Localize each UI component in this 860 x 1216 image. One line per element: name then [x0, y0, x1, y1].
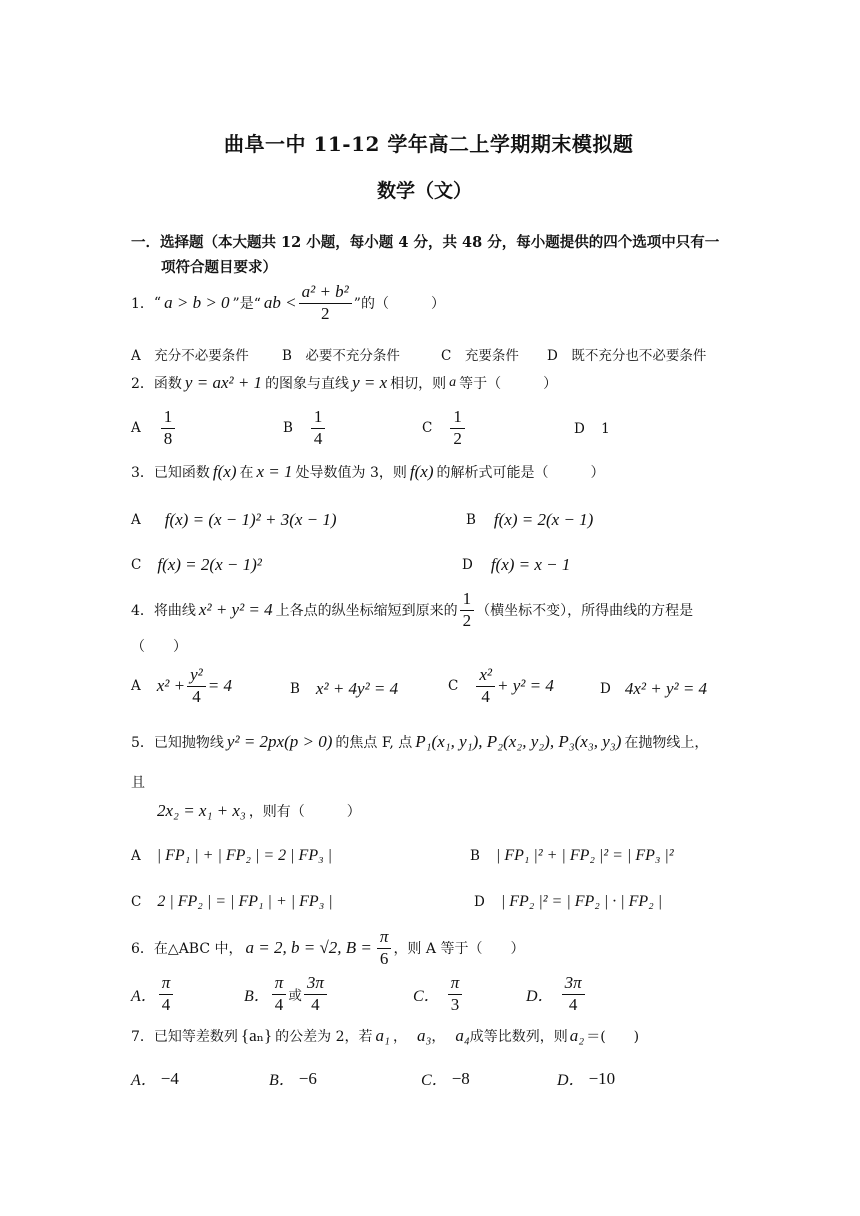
fraction — [299, 283, 352, 323]
fraction — [187, 666, 206, 706]
question-3 — [131, 462, 605, 482]
question-text: 的解析式可能是（ ） — [436, 465, 605, 481]
fraction — [460, 590, 475, 630]
math-expression: f(x) — [212, 462, 237, 481]
math-expression: y = ax² + 1 — [184, 373, 263, 392]
fraction-numerator: π — [272, 974, 287, 995]
question-text: 在△ABC 中， — [153, 941, 243, 958]
option-d — [462, 555, 570, 575]
question-text: 已知抛物线 — [153, 735, 224, 751]
math-expression: P₁(x₁, y₁), P₂(x₂, y₂), P₃(x₃, y₃) — [415, 732, 622, 751]
question-text: 成等比数列，则 — [469, 1029, 568, 1045]
option-expression: | FP₁ | + | FP₂ | = 2 | FP₃ | — [156, 847, 333, 864]
math-expression: x² + — [156, 676, 186, 696]
question-2 — [131, 373, 557, 393]
question-5-cont: 且 — [131, 775, 145, 791]
option-letter: D． — [557, 1072, 585, 1089]
option-letter: B — [290, 681, 300, 697]
option-letter: D — [574, 421, 585, 437]
fraction-denominator: 3 — [450, 994, 460, 1014]
option-b — [244, 974, 329, 1014]
option-letter: C — [131, 894, 142, 910]
math-expression: a₂ — [569, 1026, 585, 1045]
option-c — [131, 893, 333, 911]
option-a — [131, 1067, 179, 1090]
option-b — [283, 408, 327, 448]
question-4 — [131, 590, 693, 630]
option-value: −8 — [451, 1068, 470, 1088]
option-a — [131, 666, 232, 706]
option-letter: B — [470, 848, 480, 864]
fraction — [377, 928, 392, 968]
separator: ， — [392, 1029, 407, 1045]
option-expression: f(x) = 2(x − 1)² — [157, 555, 262, 574]
option-letter: D — [600, 681, 611, 697]
option-value: 1 — [601, 421, 610, 437]
fraction-denominator: 4 — [192, 686, 201, 706]
fraction — [272, 974, 287, 1014]
option-letter: D — [474, 894, 485, 910]
fraction-numerator: 1 — [460, 590, 475, 611]
option-letter: C — [131, 557, 142, 573]
question-text: 的图象与直线 — [265, 376, 350, 392]
fraction-numerator: 3π — [562, 974, 585, 995]
question-text: （横坐标不变），所得曲线的方程是 — [476, 603, 694, 620]
fraction-denominator: 2 — [453, 428, 462, 448]
fraction — [161, 408, 176, 448]
option-a — [131, 408, 177, 448]
option-d — [526, 974, 587, 1014]
option-c — [421, 1067, 470, 1090]
question-number: 2． — [131, 376, 154, 392]
question-number: 6． — [131, 941, 154, 958]
fraction — [159, 974, 174, 1014]
option-letter: A． — [131, 987, 157, 1005]
fraction — [450, 408, 465, 448]
option-c: C 充要条件 — [441, 348, 519, 364]
question-number: 3． — [131, 465, 154, 481]
option-letter: A — [131, 848, 141, 864]
math-expression: y² = 2px(p > 0) — [226, 732, 333, 751]
question-text: 将曲线 — [153, 603, 196, 620]
math-expression: f(x) — [409, 462, 434, 481]
math-expression: a₄ — [455, 1026, 470, 1045]
option-b — [466, 510, 593, 530]
option-letter: C． — [413, 987, 440, 1005]
math-expression: ab < — [263, 293, 297, 313]
question-text: 函数 — [153, 376, 182, 392]
option-letter: A — [131, 678, 141, 695]
fraction-denominator: 2 — [462, 610, 472, 630]
question-text: 相切，则 — [390, 376, 447, 392]
option-letter: C — [448, 678, 459, 695]
question-1 — [131, 283, 445, 323]
fraction-numerator: π — [448, 974, 463, 995]
fraction-numerator: 1 — [311, 408, 326, 429]
option-b — [269, 1067, 317, 1090]
question-text: ”的（ ） — [353, 296, 445, 313]
option-conjunction: 或 — [288, 988, 302, 1005]
fraction-numerator: π — [159, 974, 174, 995]
question-number: 7． — [131, 1029, 154, 1045]
math-expression: a₃ — [416, 1026, 432, 1045]
option-expression: f(x) = (x − 1)² + 3(x − 1) — [164, 510, 337, 529]
fraction-numerator: 3π — [304, 974, 327, 995]
option-expression: x² + 4y² = 4 — [315, 679, 399, 698]
math-expression: + y² = 4 — [497, 676, 554, 696]
fraction-denominator: 4 — [311, 994, 320, 1014]
page-title: 曲阜一中 11-12 学年高二上学期期末模拟题 — [224, 132, 634, 156]
option-value: −6 — [298, 1068, 317, 1088]
option-a — [131, 974, 175, 1014]
question-7 — [131, 1026, 639, 1046]
option-value: −4 — [160, 1068, 179, 1088]
math-expression: x² + y² = 4 — [198, 600, 273, 620]
math-expression: a₁ — [375, 1026, 390, 1045]
separator: ， — [431, 1029, 446, 1045]
question-text: ＝( ) — [586, 1029, 640, 1045]
fraction-numerator: π — [377, 928, 392, 949]
question-text: 的焦点 F, 点 — [335, 735, 413, 751]
question-6 — [131, 928, 524, 968]
question-5 — [131, 732, 708, 752]
option-letter: B． — [269, 1072, 295, 1089]
question-text: 已知函数 — [153, 465, 210, 481]
option-d — [600, 679, 707, 699]
question-text: 在抛物线上， — [624, 735, 709, 751]
option-b — [290, 679, 398, 699]
page-subtitle: 数学（文） — [377, 180, 473, 202]
fraction — [304, 974, 327, 1014]
fraction-denominator: 4 — [481, 686, 490, 706]
option-d — [474, 893, 662, 911]
section-heading: 一．选择题（本大题共 12 小题，每小题 4 分，共 48 分，每小题提供的四个选项中只有一 — [131, 234, 720, 251]
quote-open: “ — [153, 295, 162, 312]
option-letter: D． — [526, 987, 554, 1005]
question-text: 在 — [239, 465, 254, 481]
math-expression: a = 2, b = √2, B = — [245, 938, 372, 958]
option-expression: f(x) = 2(x − 1) — [493, 510, 594, 529]
option-letter: C． — [421, 1072, 448, 1089]
option-c — [413, 974, 464, 1014]
question-text: ，则 A 等于（ ） — [393, 941, 525, 958]
fraction — [311, 408, 326, 448]
option-letter: B — [466, 512, 476, 528]
option-expression: 4x² + y² = 4 — [624, 679, 708, 698]
option-expression: f(x) = x − 1 — [490, 555, 571, 574]
fraction-denominator: 8 — [163, 428, 173, 448]
fraction — [476, 666, 495, 706]
fraction-denominator: 2 — [320, 303, 330, 323]
option-letter: A — [131, 420, 141, 437]
option-c — [131, 555, 262, 575]
section-heading-cont: 项符合题目要求） — [161, 259, 277, 276]
fraction-numerator: y² — [187, 666, 206, 687]
option-c — [448, 666, 554, 706]
option-letter: A． — [131, 1072, 157, 1089]
question-4-cont: （ ） — [131, 639, 187, 655]
fraction — [562, 974, 585, 1014]
math-expression: {aₙ} — [240, 1026, 273, 1045]
option-letter: A — [131, 512, 141, 528]
option-letter: B． — [244, 987, 270, 1005]
fraction-denominator: 4 — [161, 994, 171, 1014]
option-expression: 2 | FP₂ | = | FP₁ | + | FP₃ | — [157, 893, 333, 910]
fraction-denominator: 4 — [313, 428, 323, 448]
question-number: 4． — [131, 603, 154, 620]
fraction — [448, 974, 463, 1014]
option-letter: D — [462, 557, 473, 573]
option-d — [557, 1067, 615, 1090]
option-a — [131, 510, 337, 530]
fraction-numerator: a² + b² — [299, 283, 352, 304]
fraction-denominator: 6 — [379, 948, 389, 968]
question-number: 1． — [131, 296, 154, 313]
question-text: 上各点的纵坐标缩短到原来的 — [275, 603, 458, 620]
question-text: 的公差为 2，若 — [275, 1029, 373, 1045]
question-text: 已知等差数列 — [153, 1029, 238, 1045]
fraction-numerator: 1 — [450, 408, 465, 429]
option-b: B 必要不充分条件 — [282, 348, 400, 364]
math-expression: a > b > 0 — [164, 293, 230, 313]
option-expression: | FP₂ |² = | FP₂ | · | FP₂ | — [500, 893, 663, 910]
math-expression: 2x₂ = x₁ + x₃ — [157, 801, 246, 820]
option-expression: | FP₁ |² + | FP₂ |² = | FP₃ |² — [495, 847, 674, 864]
question-number: 5． — [131, 735, 154, 751]
question-text: 等于（ ） — [459, 376, 558, 392]
math-expression: = 4 — [207, 676, 233, 696]
math-variable: a — [449, 375, 457, 390]
question-text: ，则有（ ） — [248, 804, 361, 820]
option-b — [470, 847, 674, 865]
fraction-denominator: 4 — [274, 994, 284, 1014]
fraction-denominator: 4 — [568, 994, 578, 1014]
option-a: A 充分不必要条件 — [131, 348, 249, 364]
option-letter: C — [422, 420, 433, 437]
option-d: D 既不充分也不必要条件 — [547, 348, 707, 364]
question-5-condition — [157, 801, 361, 821]
math-expression: y = x — [352, 373, 388, 392]
question-text: 处导数值为 3，则 — [295, 465, 407, 481]
fraction-numerator: x² — [476, 666, 495, 687]
question-text: ”是“ — [232, 296, 261, 313]
math-expression: x = 1 — [256, 462, 293, 481]
option-letter: B — [283, 420, 293, 437]
option-value: −10 — [588, 1068, 616, 1088]
fraction-numerator: 1 — [161, 408, 176, 429]
option-c — [422, 408, 467, 448]
option-d — [574, 421, 610, 437]
option-a — [131, 847, 332, 865]
